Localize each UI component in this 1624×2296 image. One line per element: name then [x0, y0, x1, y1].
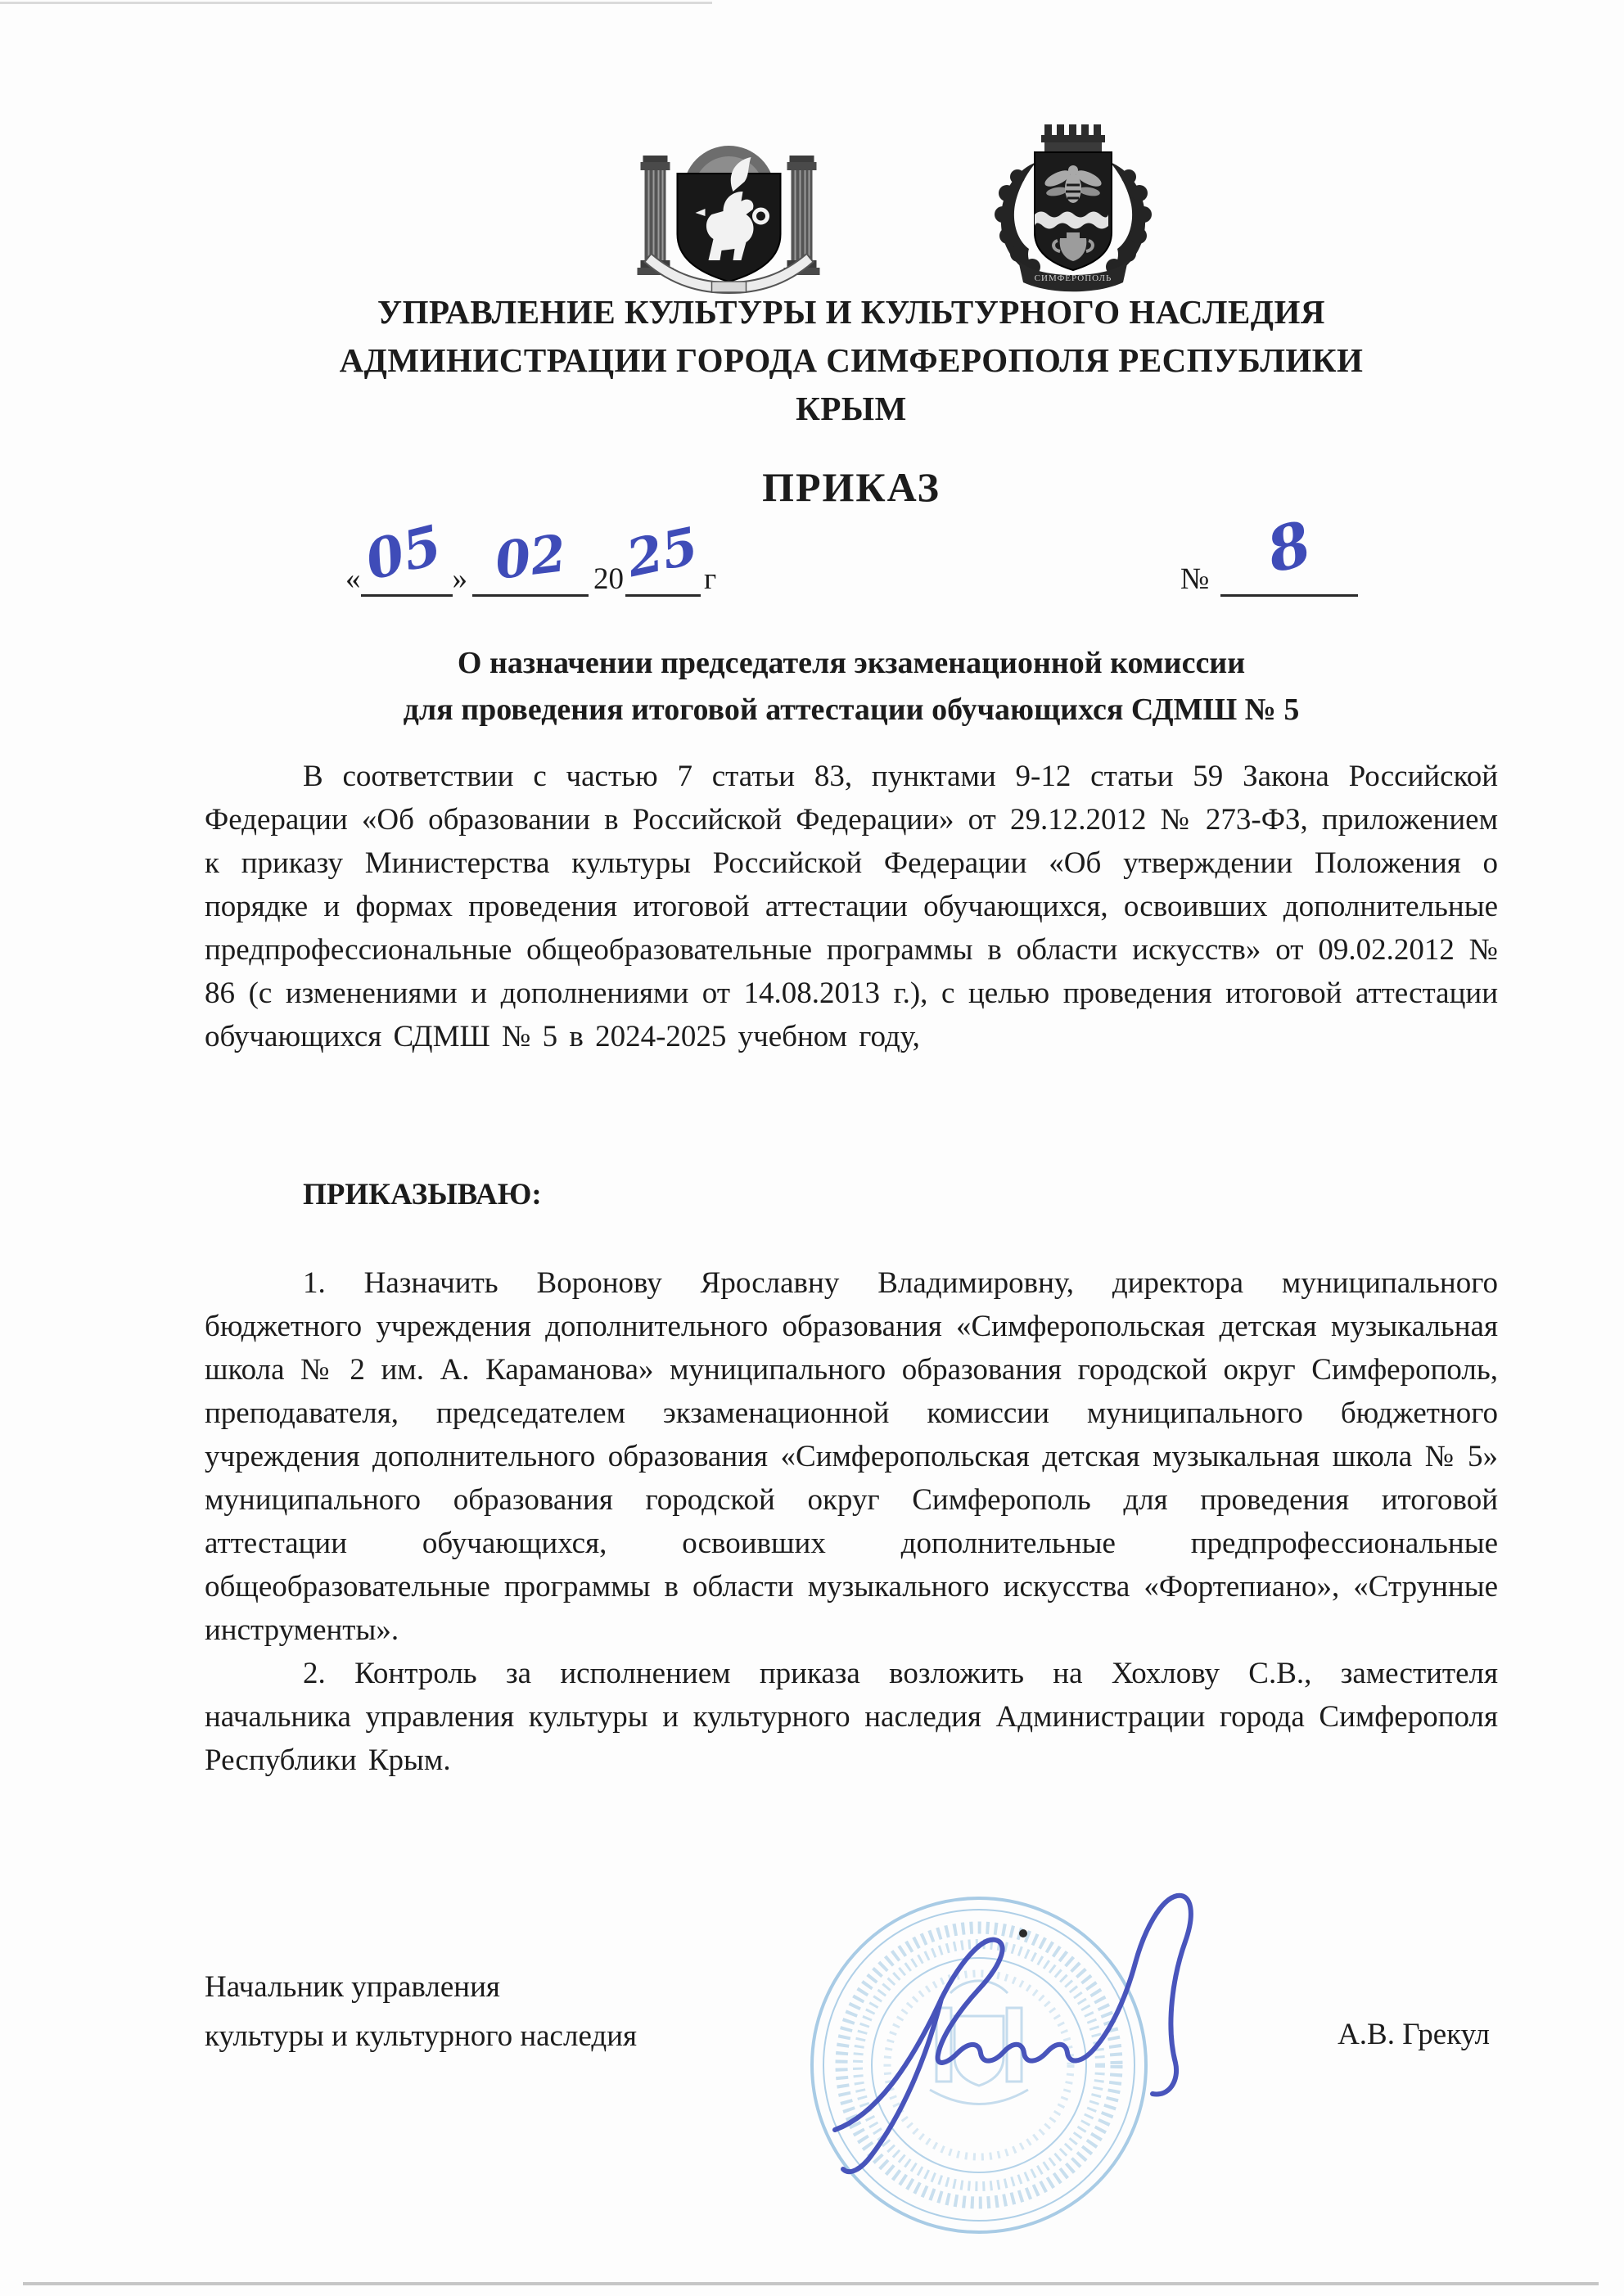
date-closing-quote: » — [452, 562, 467, 596]
order-number-handwritten: 8 — [1260, 508, 1319, 587]
date-opening-quote: « — [345, 562, 361, 596]
simferopol-ribbon-text: СИМФЕРОПОЛЬ — [1034, 273, 1112, 283]
date-year-handwritten: 25 — [621, 515, 703, 589]
signer-position-line1: Начальник управления — [205, 1970, 500, 2004]
order-item-1: 1. Назначить Воронову Ярославну Владимировну, директора муниципального бюджетного учреждения дополнительного образования «Симферопольская детская музыкальная школа № 2 им. А. Караманова» муниципального образования городской округ Симферополь, преподавателя, председателем экзаменационной комиссии муниципального бюджетного учреждения дополнительного образования «Симферопольская детская музыкальная школа № 5» муниципального образования городской округ Симферополь для проведения итоговой аттестации обучающихся, освоивших дополнительные предпрофессиональные общеобразовательные программы в области музыкального искусства «Фортепиано», «Струнные инструменты». — [205, 1266, 1498, 1647]
intro-paragraph: В соответствии с частью 7 статьи 83, пунктами 9-12 статьи 59 Закона Российской Федерации «Об образовании в Российской Федерации» от 29.12.2012 № 273-ФЗ, приложением к приказу Министерства культуры Российской Федерации «Об утверждении Положения о порядке и формах проведения итоговой аттестации обучающихся, освоивших дополнительные предпрофессиональные общеобразовательные программы в области искусств» от 09.02.2012 № 86 (с изменениями и дополнениями от 14.08.2013 г.), с целью проведения итоговой аттестации обучающихся СДМШ № 5 в 2024-2025 учебном году, — [205, 760, 1498, 1053]
order-title-line2: для проведения итоговой аттестации обучающихся СДМШ № 5 — [403, 692, 1300, 727]
date-year-blank — [621, 515, 703, 597]
order-title — [205, 640, 1498, 733]
date-century-prefix: 20 — [593, 562, 624, 596]
org-name-line3: КРЫМ — [796, 390, 907, 427]
signer-position-line2: культуры и культурного наследия — [205, 2019, 638, 2053]
simferopol-coat-of-arms-icon — [982, 120, 1164, 296]
scan-artifact-top — [0, 2, 712, 4]
signer-name: А.В. Грекул — [1338, 2018, 1490, 2051]
date-day-blank — [359, 512, 453, 597]
order-body — [205, 755, 1498, 1782]
date-month-handwritten: 02 — [491, 523, 570, 591]
order-title-line1: О назначении председателя экзаменационной комиссии — [457, 646, 1246, 680]
date-month-blank — [472, 523, 589, 597]
signature-block — [205, 1963, 1498, 2069]
order-verb: ПРИКАЗЫВАЮ: — [303, 1178, 542, 1211]
date-number-row — [205, 508, 1498, 614]
org-name-line1: УПРАВЛЕНИЕ КУЛЬТУРЫ И КУЛЬТУРНОГО НАСЛЕДИЯ — [377, 293, 1326, 331]
doc-type-title: ПРИКАЗ — [762, 464, 941, 510]
order-number-label: № — [1180, 562, 1210, 596]
order-item-2: 2. Контроль за исполнением приказа возложить на Хохлову С.В., заместителя начальника управления культуры и культурного наследия Администрации города Симферополя Республики Крым. — [205, 1657, 1498, 1777]
order-number-blank — [1220, 508, 1358, 597]
date-day-handwritten: 05 — [359, 512, 448, 593]
crimea-coat-of-arms-icon — [634, 138, 823, 295]
org-name-line2: АДМИНИСТРАЦИИ ГОРОДА СИМФЕРОПОЛЯ РЕСПУБЛИКИ — [339, 341, 1364, 379]
order-number-group — [1180, 508, 1358, 597]
date-group — [345, 512, 717, 597]
scan-artifact-bottom — [23, 2282, 1599, 2285]
org-name — [205, 288, 1498, 433]
date-year-suffix: г — [704, 562, 717, 596]
